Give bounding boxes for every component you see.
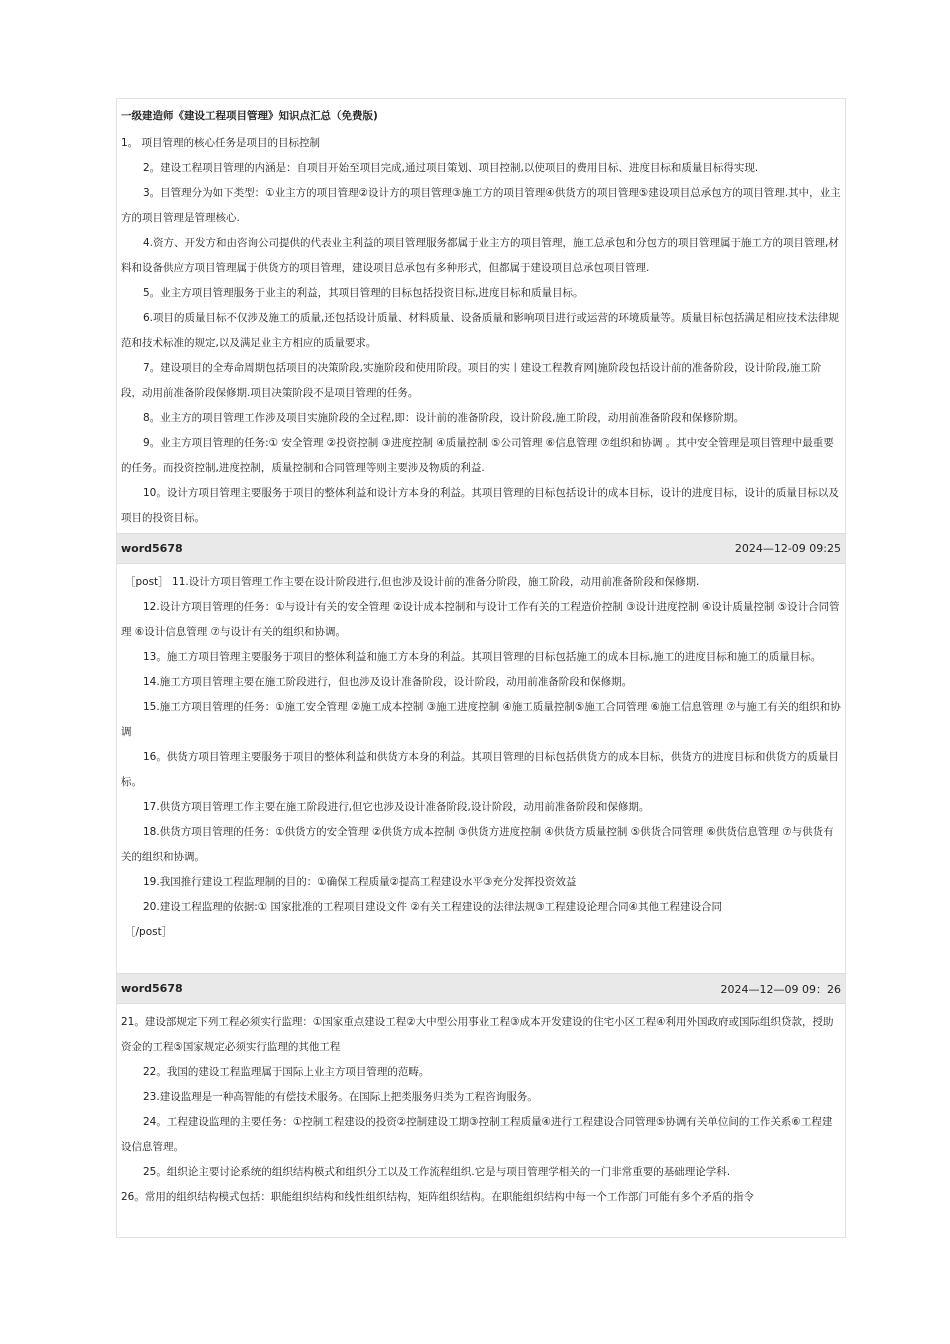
post-header-2 [117,973,845,1004]
paragraph-3: 3。目管理分为如下类型：①业主方的项目管理②设计方的项目管理③施工方的项目管理④供货方的项目管理⑤建设项目总承包方的项目管理.其中，业主方的项目管理是管理核心. [121,187,841,224]
paragraph-19: 19.我国推行建设工程监理制的目的：①确保工程质量②提高工程建设水平③充分发挥投资效益 [143,876,577,888]
post-body-2 [117,1010,845,1210]
intro-section [117,99,845,531]
paragraph-2: 2。建设工程项目管理的内涵是：自项目开始至项目完成,通过项目策划、项目控制,以使项目的费用目标、进度目标和质量目标得实现. [143,162,759,174]
paragraph-9: 9。业主方项目管理的任务:① 安全管理 ②投资控制 ③进度控制 ④质量控制 ⑤公司管理 ⑥信息管理 ⑦组织和协调 。其中安全管理是项目管理中最重要的任务。而投资控制,进度控制，质量控制和合同管理等则主要涉及物质的利益. [121,437,834,474]
paragraph-15: 15.施工方项目管理的任务：①施工安全管理 ②施工成本控制 ③施工进度控制 ④施工质量控制⑤施工合同管理 ⑥施工信息管理 ⑦与施工有关的组织和协调 [121,701,841,738]
post-body-1 [117,570,845,971]
post-end-tag: ［/post］ [125,926,173,938]
paragraph-12: 12.设计方项目管理的任务：①与设计有关的安全管理 ②设计成本控制和与设计工作有关的工程造价控制 ③设计进度控制 ④设计质量控制 ⑤设计合同管理 ⑥设计信息管理 ⑦与设计有关的组织和协调。 [121,601,840,638]
paragraph-11: ［post］ 11.设计方项目管理工作主要在设计阶段进行,但也涉及设计前的准备分阶段，施工阶段，动用前准备阶段和保修期. [125,576,700,588]
paragraph-17: 17.供货方项目管理工作主要在施工阶段进行,但它也涉及设计准备阶段,设计阶段，动用前准备阶段和保修期。 [143,801,650,813]
paragraph-4: 4.资方、开发方和由咨询公司提供的代表业主利益的项目管理服务都属于业主方的项目管理，施工总承包和分包方的项目管理属于施工方的项目管理,材料和设备供应方项目管理属于供货方的项目管理，建设项目总承包有多种形式，但都属于建设项目总承包项目管理. [121,237,839,274]
document-frame [116,98,846,1238]
paragraph-24: 24。工程建设监理的主要任务：①控制工程建设的投资②控制建设工期③控制工程质量④进行工程建设合同管理⑤协调有关单位间的工作关系⑥工程建设信息管理。 [121,1116,833,1153]
paragraph-1: 1。 项目管理的核心任务是项目的目标控制 [121,137,321,149]
paragraph-13: 13。施工方项目管理主要服务于项目的整体利益和施工方本身的利益。其项目管理的目标包括施工的成本目标,施工的进度目标和施工的质量目标。 [143,651,822,663]
paragraph-8: 8。业主方的项目管理工作涉及项目实施阶段的全过程,即：设计前的准备阶段，设计阶段,施工阶段，动用前准备阶段和保修阶期。 [143,412,745,424]
post-date: 2024—12-09 09:25 [734,542,841,555]
paragraph-5: 5。业主方项目管理服务于业主的利益，其项目管理的目标包括投资目标,进度目标和质量目标。 [143,287,584,299]
paragraph-14: 14.施工方项目管理主要在施工阶段进行，但也涉及设计准备阶段，设计阶段，动用前准备阶段和保修期。 [143,676,633,688]
paragraph-6: 6.项目的质量目标不仅涉及施工的质量,还包括设计质量、材料质量、设备质量和影响项目进行或运营的环境质量等。质量目标包括满足相应技术法律规范和技术标准的规定,以及满足业主方相应的质量要求。 [121,312,839,349]
paragraph-22: 22。我国的建设工程监理属于国际上业主方项目管理的范畴。 [143,1066,430,1078]
post-header-1 [117,533,845,564]
paragraph-16: 16。供货方项目管理主要服务于项目的整体利益和供货方本身的利益。其项目管理的目标包括供货方的成本目标，供货方的进度目标和供货方的质量目标。 [121,751,839,788]
paragraph-10: 10。设计方项目管理主要服务于项目的整体利益和设计方本身的利益。其项目管理的目标包括设计的成本目标，设计的进度目标，设计的质量目标以及项目的投资目标。 [121,487,839,524]
post-author[interactable]: word5678 [121,542,183,555]
spacer [121,945,841,971]
document-title: 一级建造师《建设工程项目管理》知识点汇总（免费版) [121,110,378,122]
post-date: 2024—12—09 09：26 [720,982,841,996]
paragraph-20: 20.建设工程监理的依据:① 国家批准的工程项目建设文件 ②有关工程建设的法律法规③工程建设论理合同④其他工程建设合同 [143,901,723,913]
paragraph-7: 7。建设项目的全寿命周期包括项目的决策阶段,实施阶段和使用阶段。项目的实丨建设工程教育网|施阶段包括设计前的准备阶段，设计阶段,施工阶段，动用前准备阶段保修期.项目决策阶段不是项目管理的任务。 [121,362,822,399]
paragraph-21: 21。建设部规定下列工程必须实行监理：①国家重点建设工程②大中型公用事业工程③成本开发建设的住宅小区工程④利用外国政府或国际组织贷款，授助资金的工程⑤国家规定必须实行监理的其他工程 [121,1016,834,1053]
paragraph-26: 26。常用的组织结构模式包括：职能组织结构和线性组织结构，矩阵组织结构。在职能组织结构中每一个工作部门可能有多个矛盾的指令 [121,1191,754,1203]
paragraph-25: 25。组织论主要讨论系统的组织结构模式和组织分工以及工作流程组织.它是与项目管理学相关的一门非常重要的基础理论学科. [143,1166,731,1178]
paragraph-18: 18.供货方项目管理的任务：①供货方的安全管理 ②供货方成本控制 ③供货方进度控制 ④供货方质量控制 ⑤供货合同管理 ⑥供货信息管理 ⑦与供货有关的组织和协调。 [121,826,834,863]
post-author[interactable]: word5678 [121,982,183,995]
paragraph-23: 23.建设监理是一种高智能的有偿技术服务。在国际上把类服务归类为工程咨询服务。 [143,1091,538,1103]
